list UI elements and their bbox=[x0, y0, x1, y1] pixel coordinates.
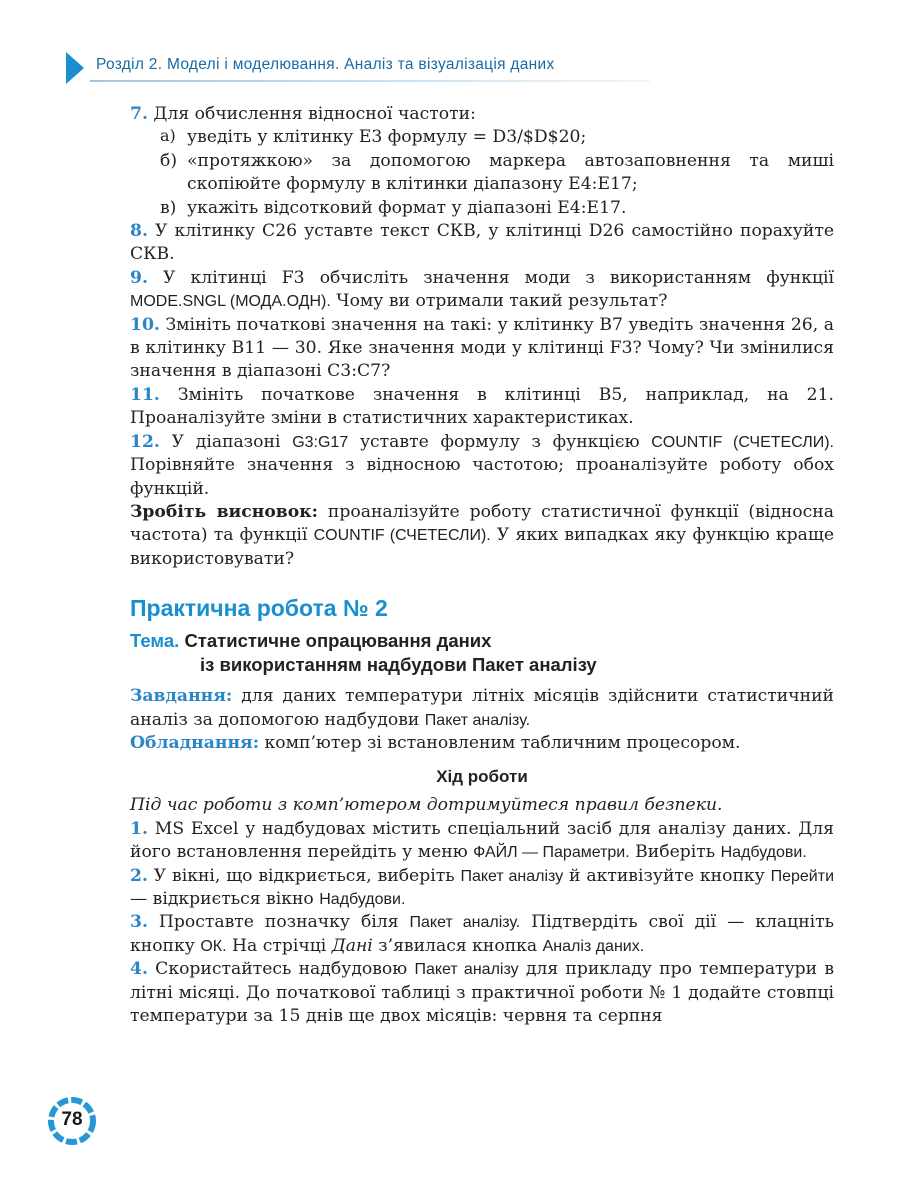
running-header bbox=[66, 50, 866, 86]
step-3: 3. Проставте позначку біля Пакет аналізу. Підтвердіть свої дії — клацніть кнопку ОК. На стрічці Дані з’явилася кнопка Аналіз даних. bbox=[130, 912, 835, 956]
conclusion: Зробіть висновок: проаналізуйте роботу статистичної функції (відносна частота) та функції COUNTIF (СЧЕТЕСЛИ). У яких випадках яку функцію краще використовувати? bbox=[130, 501, 835, 569]
item-7a: а) уведіть у клітинку E3 формулу = D3/$D$20; bbox=[160, 126, 587, 148]
page-number-badge bbox=[47, 1096, 97, 1146]
header-title: Розділ 2. Моделі і моделювання. Аналіз та візуалізація даних bbox=[96, 56, 555, 73]
item-12: 12. У діапазоні G3:G17 уставте формулу з функцією COUNTIF (СЧЕТЕСЛИ). Порівняйте значення з відносною частотою; проаналізуйте роботу обох функцій. bbox=[130, 431, 834, 499]
header-rule bbox=[90, 80, 650, 82]
step-2: 2. У вікні, що відкриється, виберіть Пакет аналізу й активізуйте кнопку Перейти — відкриється вікно Надбудови. bbox=[130, 865, 835, 909]
item-9: 9. У клітинці F3 обчисліть значення моди з використанням функції MODE.SNGL (МОДА.ОДН). Чому ви отримали такий результат? bbox=[130, 267, 835, 312]
item-11: 11. Змініть початкове значення в клітинці B5, наприклад, на 21. Проаналізуйте зміни в статистичних характеристиках. bbox=[130, 384, 835, 429]
progress-heading: Хід роботи bbox=[436, 767, 528, 787]
item-7b: б) «протяжкою» за допомогою маркера автозаповнення та миші скопіюйте формулу в клітинки діапазону E4:E17; bbox=[160, 150, 834, 195]
page-number: 78 bbox=[61, 1109, 83, 1130]
item-8: 8. У клітинку C26 уставте текст СКВ, у клітинці D26 самостійно порахуйте СКВ. bbox=[130, 221, 834, 265]
practical-title: Практична робота № 2 bbox=[130, 595, 388, 622]
page-content bbox=[130, 103, 834, 1028]
step-1: 1. MS Excel у надбудовах містить спеціальний засіб для аналізу даних. Для його встановлення перейдіть у меню ФАЙЛ — Параметри. Виберіть Надбудови. bbox=[130, 818, 834, 863]
header-arrow-icon bbox=[66, 52, 84, 84]
item-7c: в) укажіть відсотковий формат у діапазоні E4:E17. bbox=[160, 197, 627, 218]
task: Завдання: для даних температури літніх місяців здійснити статистичний аналіз за допомогою надбудови Пакет аналізу. bbox=[130, 686, 834, 730]
safety-note: Під час роботи з комп’ютером дотримуйтеся правил безпеки. bbox=[130, 795, 723, 816]
practical-topic: Тема. Статистичне опрацювання даних із використанням надбудови Пакет аналізу bbox=[130, 630, 597, 676]
equipment: Обладнання: комп’ютер зі встановленим табличним процесором. bbox=[130, 732, 741, 753]
item-7: 7. Для обчислення відносної частоти: bbox=[130, 104, 476, 124]
item-10: 10. Змініть початкові значення на такі: у клітинку B7 уведіть значення 26, а в клітинку B11 — 30. Яке значення моди у клітинці F3? Чому? Чи змінилися значення в діапазоні C3:C7? bbox=[130, 314, 834, 382]
step-4: 4. Скористайтесь надбудовою Пакет аналізу для прикладу про температури в літні місяці. До початкової таблиці з практичної роботи № 1 додайте стовпці температури за 15 днів ще двох місяців: червня та серпня bbox=[130, 959, 835, 1026]
